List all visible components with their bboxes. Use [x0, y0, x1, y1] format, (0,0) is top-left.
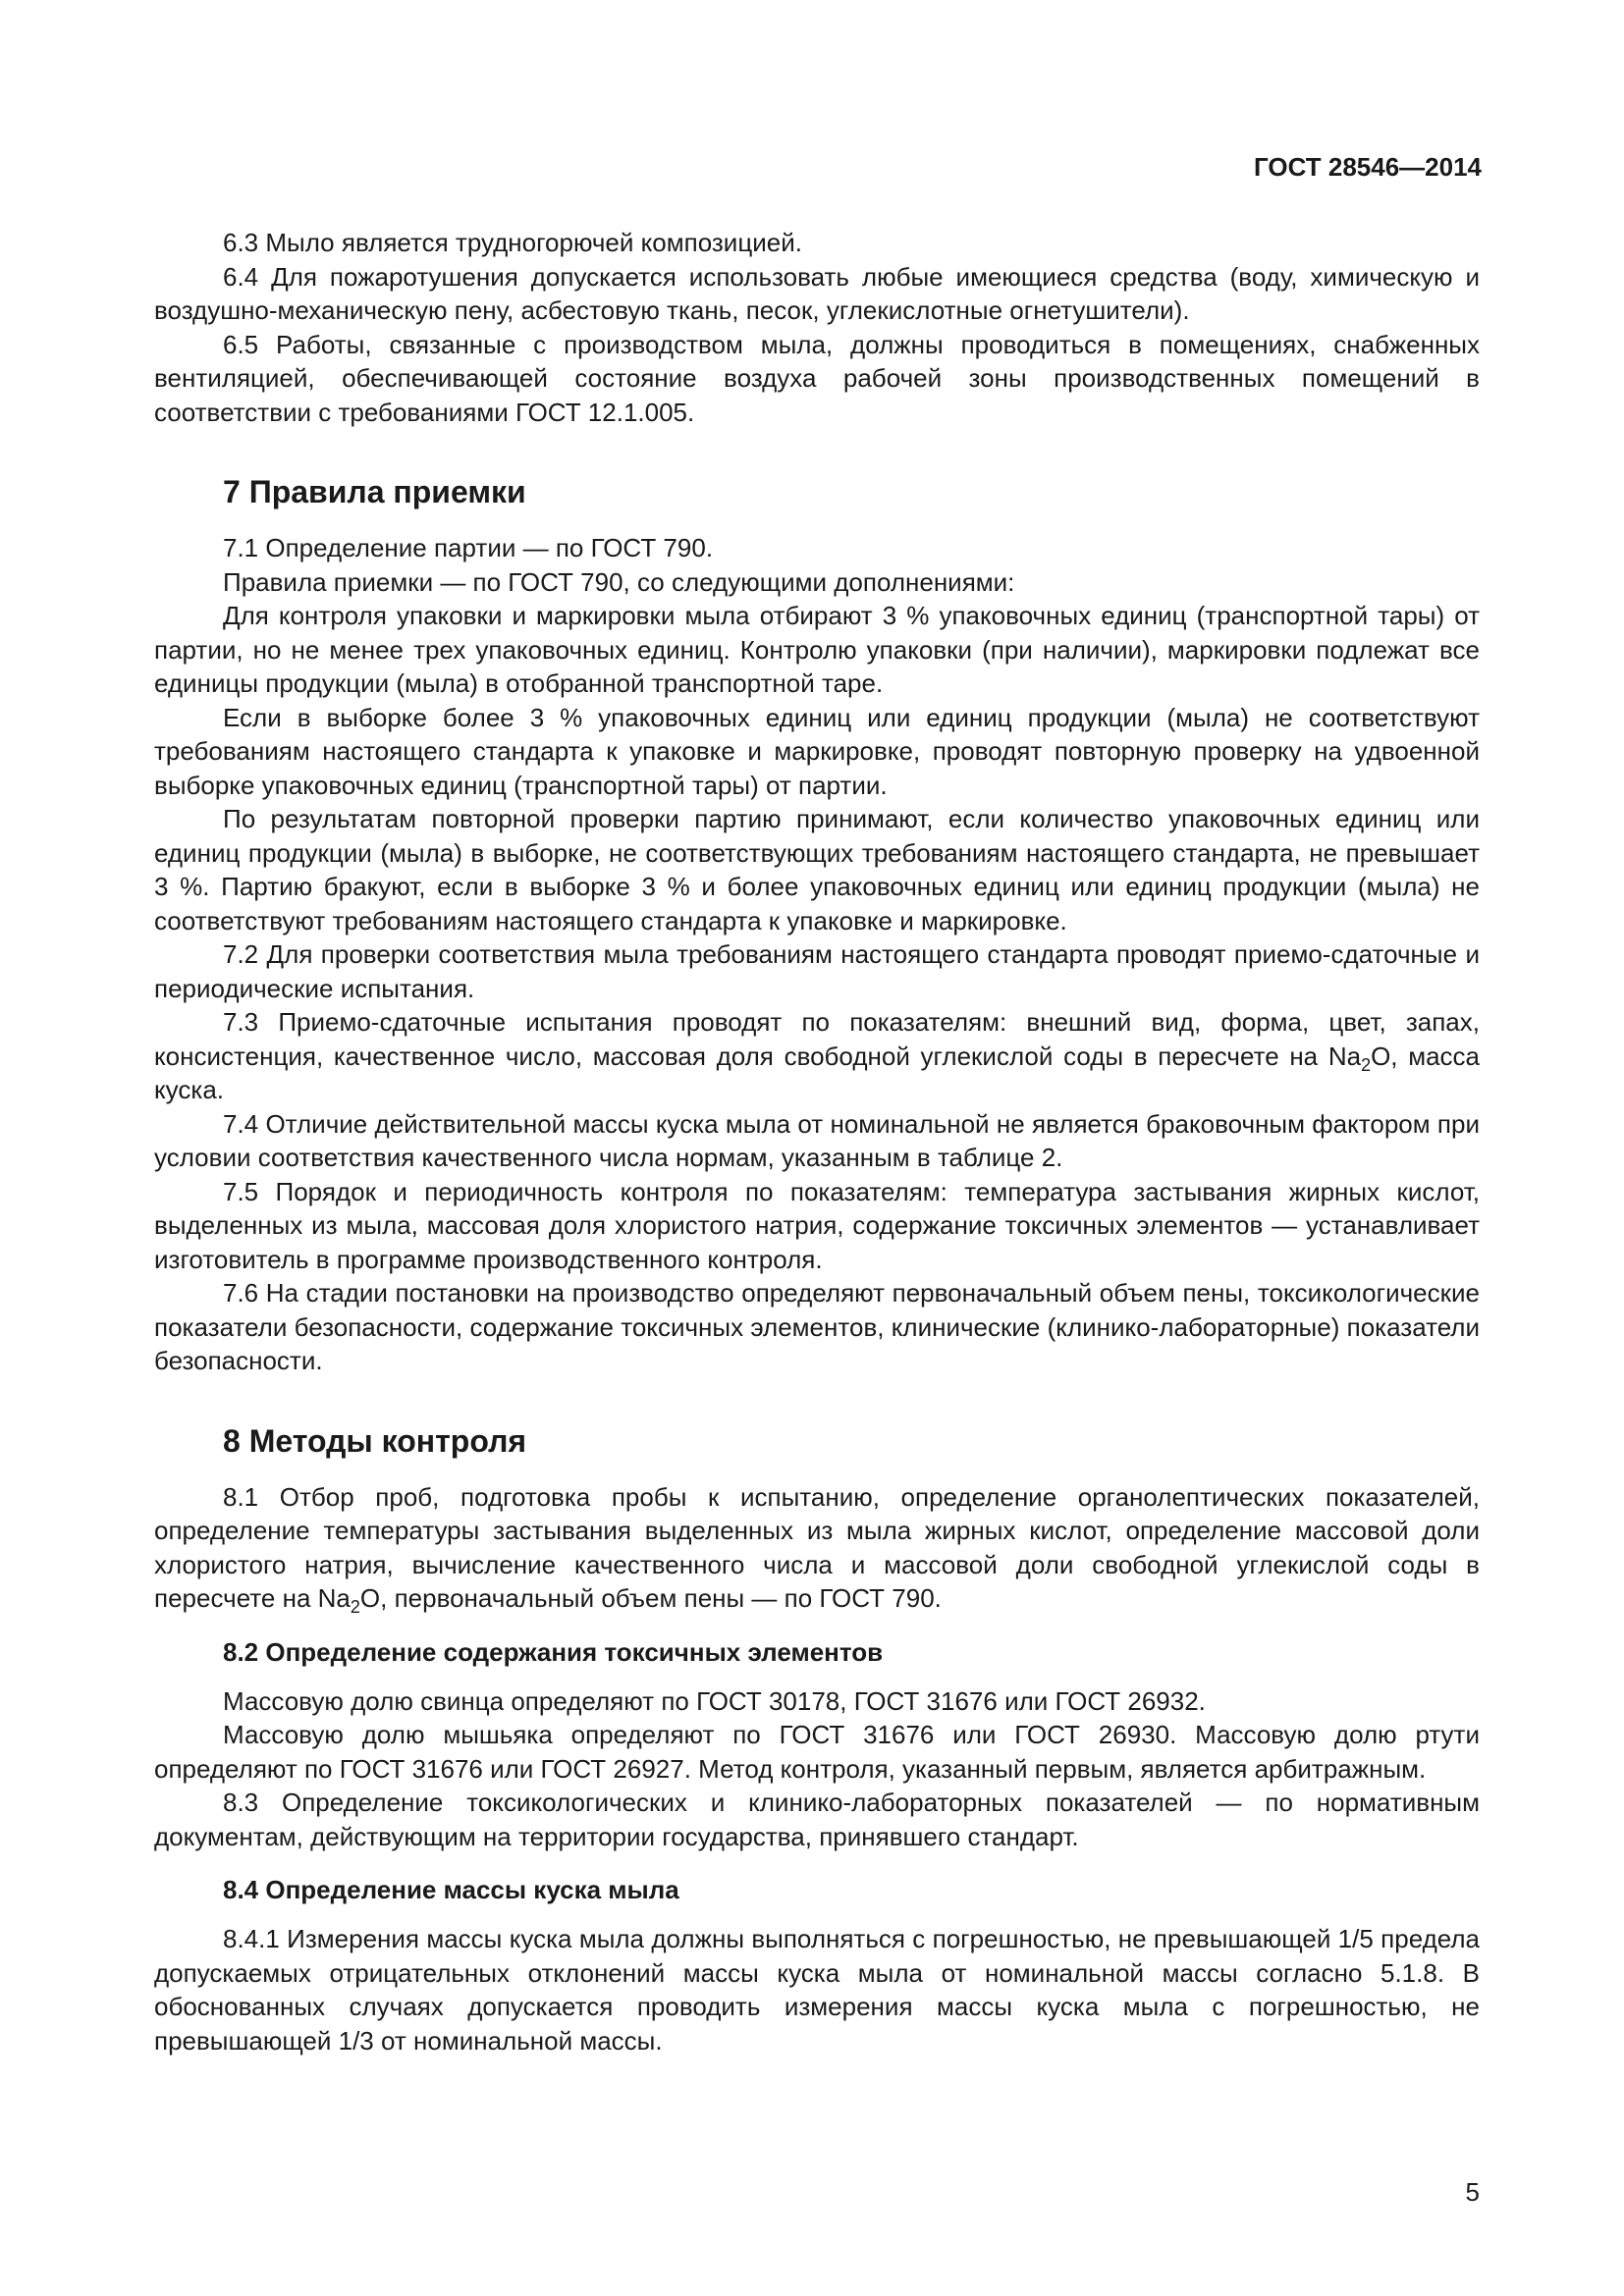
- paragraph-8-4-1: 8.4.1 Измерения массы куска мыла должны выполняться с погрешностью, не превышающей 1/5 предела допускаемых отрицательных отклонений массы куска мыла от номинальной массы согласно 5.1.8. В обоснованных случаях допускается проводить измерения массы куска мыла с погрешностью, не превышающей 1/3 от номинальной массы.: [154, 1924, 1480, 2056]
- paragraph-8-2-arsenic: Массовую долю мышьяка определяют по ГОСТ 31676 или ГОСТ 26930. Массовую долю ртути определяют по ГОСТ 31676 или ГОСТ 26927. Метод контроля, указанный первым, является арбитражным.: [154, 1720, 1480, 1784]
- page-header-standard: ГОСТ 28546—2014: [1254, 152, 1482, 182]
- paragraph-6-4: 6.4 Для пожаротушения допускается использовать любые имеющиеся средства (воду, химическую и воздушно-механическую пену, асбестовую ткань, песок, углекислотные огнетушители).: [154, 261, 1480, 325]
- paragraph-8-1-text: 8.1 Отбор проб, подготовка пробы к испытанию, определение органолептических показателей, определение температуры застывания выделенных из мыла жирных кислот, определение массовой доли хлористого натрия, вычисление качественного числа и массовой доли свободной углекислой соды в пересчете на Na: [154, 1481, 1480, 1613]
- paragraph-7-1-rules: Правила приемки — по ГОСТ 790, со следующими дополнениями:: [223, 566, 1015, 597]
- paragraph-7-3-subscript: 2: [1361, 1054, 1372, 1075]
- paragraph-6-5: 6.5 Работы, связанные с производством мыла, должны проводиться в помещениях, снабженных вентиляцией, обеспечивающей состояние воздуха рабочей зоны производственных помещений в соответствии с требованиями ГОСТ 12.1.005.: [154, 329, 1480, 427]
- paragraph-8-1: [154, 1480, 1480, 1616]
- paragraph-7-3-tail: O, масса куска.: [154, 1041, 1480, 1104]
- paragraph-8-2-lead: Массовую долю свинца определяют по ГОСТ 30178, ГОСТ 31676 или ГОСТ 26932.: [223, 1685, 1206, 1716]
- paragraph-8-1-subscript: 2: [350, 1597, 360, 1617]
- paragraph-7-2: 7.2 Для проверки соответствия мыла требованиям настоящего стандарта проводят приемо-сдаточные и периодические испытания.: [154, 939, 1480, 1003]
- section-8-heading: 8 Методы контроля: [223, 1422, 527, 1459]
- paragraph-6-3: 6.3 Мыло является трудногорючей композицией.: [223, 228, 802, 257]
- paragraph-7-1: 7.1 Определение партии — по ГОСТ 790.: [223, 533, 714, 562]
- paragraph-8-1-tail: O, первоначальный объем пены — по ГОСТ 790.: [359, 1583, 942, 1613]
- section-7-heading: 7 Правила приемки: [223, 474, 526, 509]
- paragraph-8-3: 8.3 Определение токсикологических и клинико-лабораторных показателей — по нормативным документам, действующим на территории государства, принявшего стандарт.: [154, 1788, 1480, 1851]
- subsection-8-2-heading: 8.2 Определение содержания токсичных элементов: [223, 1636, 884, 1667]
- paragraph-7-3-text: 7.3 Приемо-сдаточные испытания проводят по показателям: внешний вид, форма, цвет, запах, консистенция, качественное число, массовая доля свободной углекислой соды в пересчете на Na: [154, 1007, 1480, 1071]
- paragraph-7-4: 7.4 Отличие действительной массы куска мыла от номинальной не является браковочным фактором при условии соответствия качественного числа нормам, указанным в таблице 2.: [154, 1108, 1480, 1172]
- paragraph-7-1-results: По результатам повторной проверки партию принимают, если количество упаковочных единиц или единиц продукции (мыла) в выборке, не соответствующих требованиям настоящего стандарта, не превышает 3 %. Партию бракуют, если в выборке 3 % и более упаковочных единиц или единиц продукции (мыла) не соответствуют требованиям настоящего стандарта к упаковке и маркировке.: [154, 804, 1480, 935]
- subsection-8-4-heading: 8.4 Определение массы куска мыла: [223, 1875, 679, 1904]
- page-number: 5: [1465, 2177, 1480, 2207]
- page-content: [154, 226, 1480, 2057]
- paragraph-7-6: 7.6 На стадии постановки на производство определяют первоначальный объем пены, токсикологические показатели безопасности, содержание токсичных элементов, клинические (клинико-лабораторные) показатели безопасности.: [154, 1278, 1480, 1375]
- paragraph-7-1-resample: Если в выборке более 3 % упаковочных единиц или единиц продукции (мыла) не соответствуют требованиям настоящего стандарта к упаковке и маркировке, проводят повторную проверку на удвоенной выборке упаковочных единиц (транспортной тары) от партии.: [154, 702, 1480, 800]
- paragraph-7-3: [154, 1005, 1480, 1107]
- paragraph-7-5: 7.5 Порядок и периодичность контроля по показателям: температура застывания жирных кислот, выделенных из мыла, массовая доля хлористого натрия, содержание токсичных элементов — устанавливает изготовитель в программе производственного контроля.: [154, 1176, 1480, 1274]
- paragraph-7-1-sampling: Для контроля упаковки и маркировки мыла отбирают 3 % упаковочных единиц (транспортной тары) от партии, но не менее трех упаковочных единиц. Контролю упаковки (при наличии), маркировки подлежат все единицы продукции (мыла) в отобранной транспортной таре.: [154, 601, 1480, 698]
